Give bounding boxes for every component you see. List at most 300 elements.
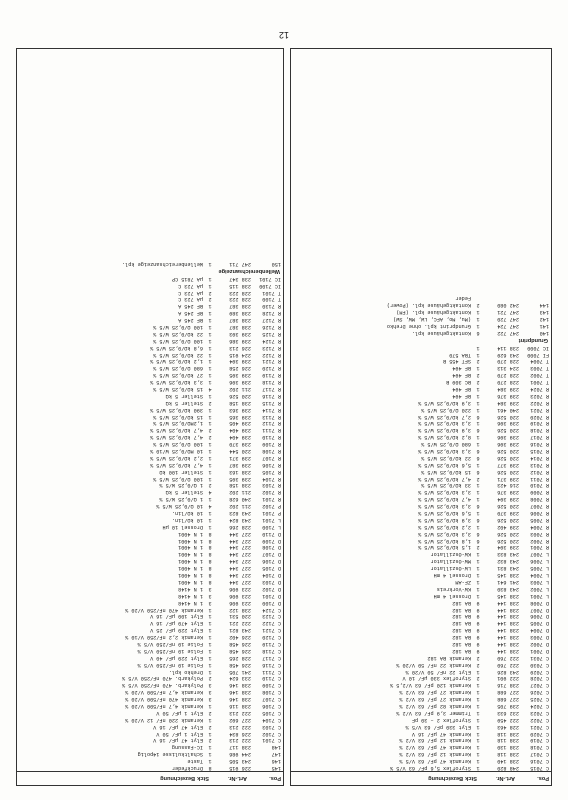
cell-pos: D 7108	[262, 544, 281, 551]
cell-stk: 8	[208, 558, 212, 565]
cell-pos: C 7109	[262, 682, 281, 689]
cell-pos: C 7119	[262, 640, 281, 647]
table-row	[17, 323, 283, 330]
table-row	[291, 688, 551, 695]
cell-pos: C 7105	[262, 709, 281, 716]
cell-stk: 1	[208, 620, 212, 627]
table-row	[291, 294, 551, 301]
cell-art: 220 526	[497, 503, 519, 510]
cell-art: 220 526	[497, 530, 519, 537]
table-row	[17, 344, 283, 351]
cell-stk: 1	[476, 399, 480, 406]
header-art: Art.-Nr.	[228, 775, 247, 782]
table-row	[17, 482, 283, 489]
cell-pos: R 7116	[262, 392, 281, 399]
table-row	[291, 585, 551, 592]
cell-pos: T 7002	[530, 372, 549, 379]
cell-desc: 3,3 kΩ/0,25 W/5 %	[418, 530, 471, 537]
cell-pos: C 7025	[530, 696, 549, 703]
cell-stk: 9	[476, 620, 480, 627]
table-row	[291, 461, 551, 468]
cell-art: 224 915	[229, 351, 251, 358]
cell-stk: 1	[208, 751, 212, 758]
cell-desc: 100 Ω/0,25 W/5 %	[153, 441, 203, 448]
cell-stk: 2	[476, 372, 480, 379]
cell-desc: 22 kΩ/0,25 W/5 %	[421, 454, 471, 461]
cell-art: 220 526	[497, 516, 519, 523]
cell-art: 223 906	[229, 599, 251, 606]
table-row	[291, 613, 551, 620]
cell-pos: C 7122	[262, 620, 281, 627]
cell-art: 222 901	[497, 675, 519, 682]
cell-pos: R 7018	[530, 427, 549, 434]
cell-pos: C 7104	[262, 716, 281, 723]
parts-list-right	[16, 48, 284, 786]
cell-pos: R 7115	[262, 399, 281, 406]
cell-art: 227 344	[229, 530, 251, 537]
table-row	[17, 495, 283, 502]
cell-desc: Keramik 47 pF/ 63 V/5 %	[399, 758, 471, 765]
table-row	[291, 709, 551, 716]
cell-pos: L 7005	[530, 565, 549, 572]
cell-art: 226 915	[229, 765, 251, 771]
cell-art: 226 258	[229, 365, 251, 372]
cell-art: 227 688	[497, 689, 519, 696]
cell-desc: 3,9 kΩ/0,25 W/5 %	[418, 427, 471, 434]
table-row	[291, 619, 551, 626]
cell-art: 227 344	[229, 572, 251, 579]
cell-stk: 1	[476, 489, 480, 496]
cell-desc: BF 494	[452, 365, 471, 372]
cell-art: 238 115	[229, 282, 251, 289]
cell-art: 228 223	[229, 289, 251, 296]
table-row	[17, 454, 283, 461]
cell-art: 211 202	[229, 503, 251, 510]
cell-art: 238 144	[497, 599, 519, 606]
cell-stk: 2	[208, 482, 212, 489]
cell-art: 239 404	[229, 434, 251, 441]
cell-pos: D 7106	[262, 558, 281, 565]
cell-desc: 10 MΩ/0,25 W/10 %	[150, 448, 203, 455]
cell-stk: 1	[208, 282, 212, 289]
cell-stk: 3	[208, 689, 212, 696]
cell-pos: R 7105	[262, 468, 281, 475]
cell-stk: 1	[208, 668, 212, 675]
table-row	[291, 364, 551, 371]
cell-pos: L 7002	[530, 585, 549, 592]
table-row	[291, 578, 551, 585]
cell-pos: T 7100	[262, 296, 281, 303]
cell-desc: Styroflex 2 – 30 pF	[411, 716, 471, 723]
cell-art: 239 395	[229, 475, 251, 482]
table-row	[291, 668, 551, 675]
cell-desc: Keramik 27 pF/ 63 V/2 %	[399, 689, 471, 696]
cell-stk	[473, 294, 483, 301]
cell-art: 239 396	[229, 379, 251, 386]
cell-desc: 1 N 4001	[178, 537, 203, 544]
cell-art: 226 458	[229, 661, 251, 668]
cell-stk: 2	[208, 723, 212, 730]
table-row	[17, 275, 283, 282]
cell-art: 243 824	[229, 516, 251, 523]
cell-art: 247 724	[497, 322, 519, 329]
cell-stk: 1	[476, 682, 480, 689]
cell-stk: 6	[476, 530, 480, 537]
table-row	[17, 447, 283, 454]
cell-desc: 1 N 4001	[178, 578, 203, 585]
cell-stk: 1	[476, 585, 480, 592]
cell-stk: 1	[208, 372, 212, 379]
cell-desc: 10 Ω/0,25 W/5 %	[156, 503, 203, 510]
cell-desc: Drossel 10 µH	[162, 523, 203, 530]
cell-art: 241 705	[229, 668, 251, 675]
cell-art: 238 144	[497, 634, 519, 641]
cell-pos: R 7017	[530, 434, 549, 441]
cell-pos: R 7128	[262, 310, 281, 317]
cell-stk: 3	[208, 599, 212, 606]
cell-art: 243 821	[229, 627, 251, 634]
cell-stk: 1	[476, 351, 480, 358]
table-row	[17, 702, 283, 709]
cell-desc: KW-Oszillator	[430, 551, 471, 558]
cell-desc: 100 Ω/0,25 W/5 %	[153, 337, 203, 344]
cell-pos: R 7113	[262, 413, 281, 420]
cell-stk: 1	[476, 386, 480, 393]
table-row	[291, 695, 551, 702]
cell-pos: D 7102	[262, 585, 281, 592]
cell-pos: R 7117	[262, 386, 281, 393]
cell-desc: 1,2MΩ/0,25 W/5 %	[153, 420, 203, 427]
cell-desc: 680 Ω/0,25 W/5 %	[153, 365, 203, 372]
cell-pos: C 7023	[530, 709, 549, 716]
cell-desc: BF 494	[452, 386, 471, 393]
table-row	[291, 308, 551, 315]
cell-pos: R 7130	[262, 303, 281, 310]
cell-stk: 1	[476, 523, 480, 530]
cell-stk: 1	[476, 578, 480, 585]
cell-desc: Elyt 47 µF/ 16 V	[153, 723, 203, 730]
cell-stk: 6	[476, 427, 480, 434]
cell-pos: L 7003	[530, 578, 549, 585]
table-row	[17, 551, 283, 558]
table-row	[17, 260, 283, 267]
cell-art: 228 270	[497, 379, 519, 386]
cell-art: 224 313	[497, 365, 519, 372]
cell-pos: T 7101	[262, 289, 281, 296]
cell-pos: 147	[271, 751, 281, 758]
cell-desc: 2,2 kΩ/0,25 W/5 %	[150, 454, 203, 461]
cell-stk: 1	[208, 358, 212, 365]
table-row	[291, 599, 551, 606]
cell-pos: D 7005	[530, 620, 549, 627]
cell-desc: Polykarb. 470 nF/250 V/5 %	[122, 675, 203, 682]
cell-art: 220 526	[497, 468, 519, 475]
cell-art: 220 526	[229, 392, 251, 399]
cell-stk: 1	[208, 744, 212, 751]
cell-stk: 1	[476, 406, 480, 413]
cell-pos: R 7010	[530, 482, 549, 489]
cell-art: 243 831	[497, 565, 519, 572]
cell-desc: 3,3 kΩ/0,25 W/5 %	[418, 448, 471, 455]
cell-desc: 5,6 kΩ/0,25 W/5 %	[418, 510, 471, 517]
cell-art: 228 266	[229, 523, 251, 530]
table-row	[291, 351, 551, 358]
cell-pos: R 7120	[262, 365, 281, 372]
cell-pos: R 7107	[262, 454, 281, 461]
cell-stk: 8	[208, 565, 212, 572]
cell-stk: 6	[476, 516, 480, 523]
cell-desc: (Mu, Mo, AFC, LW, MW, SW)	[393, 316, 471, 322]
cell-pos: R 7114	[262, 406, 281, 413]
cell-pos: R 7019	[530, 420, 549, 427]
cell-pos: 141	[539, 322, 549, 329]
cell-pos: C 7017	[530, 751, 549, 758]
cell-pos: R 7023	[530, 392, 549, 399]
cell-pos: D 7103	[262, 578, 281, 585]
cell-stk: 1	[476, 592, 480, 599]
cell-stk: 9	[476, 606, 480, 613]
cell-stk: 1	[208, 413, 212, 420]
table-row	[17, 426, 283, 433]
cell-art: 239 371	[229, 454, 251, 461]
cell-stk: 1	[476, 392, 480, 399]
cell-art: 238 114	[497, 344, 519, 351]
cell-pos: 150	[271, 260, 281, 267]
cell-pos: C 7101	[262, 737, 281, 744]
cell-stk: 9	[476, 634, 480, 641]
cell-desc: BA 182	[452, 627, 471, 634]
cell-art: 244 986	[229, 751, 251, 758]
cell-pos: R 7126	[262, 324, 281, 330]
cell-desc: Keramik 47 pF/ 63 V/2 %	[399, 744, 471, 751]
table-row	[17, 585, 283, 592]
cell-pos: C 7021	[530, 723, 549, 730]
cell-stk: 1	[208, 441, 212, 448]
cell-art: 239 384	[497, 399, 519, 406]
table-row	[291, 681, 551, 688]
cell-desc: 3,3 kΩ/0,25 W/5 %	[418, 420, 471, 427]
table-row	[291, 737, 551, 744]
cell-pos: R 7016	[530, 441, 549, 448]
table-row	[291, 730, 551, 737]
table-row	[291, 433, 551, 440]
cell-art: 227 344	[229, 537, 251, 544]
table-row	[291, 315, 551, 322]
cell-pos: IC 7101	[259, 275, 281, 282]
cell-stk: 1	[208, 461, 212, 468]
cell-stk: 1	[476, 565, 480, 572]
cell-pos: R 7021	[530, 406, 549, 413]
cell-desc: Keramik 4,7 nF/500 V/20 %	[125, 702, 203, 709]
cell-art: 228 463	[497, 723, 519, 730]
cell-desc: 8,2 kΩ/0,25 W/5 %	[418, 434, 471, 441]
cell-art: 243 833	[497, 551, 519, 558]
cell-pos: C 7116	[262, 661, 281, 668]
cell-pos: L 7006	[530, 558, 549, 565]
cell-pos: T 7004	[530, 358, 549, 365]
cell-desc: Elyt 22 nF/ 50 V/20 %	[405, 668, 471, 675]
cell-pos: C 7120	[262, 634, 281, 641]
table-row	[291, 475, 551, 482]
table-row	[17, 502, 283, 509]
cell-stk: 1	[476, 434, 480, 441]
cell-art: 238 116	[229, 702, 251, 709]
cell-stk: 1	[476, 461, 480, 468]
table-row	[291, 757, 551, 764]
cell-art: 238 118	[497, 737, 519, 744]
cell-pos: R 7125	[262, 330, 281, 337]
table-row	[291, 702, 551, 709]
cell-desc: Druckfeder	[171, 765, 203, 771]
cell-pos: R 7106	[262, 461, 281, 468]
cell-pos: R 7002	[530, 537, 549, 544]
cell-stk: 1	[476, 510, 480, 517]
cell-desc: BF 494	[452, 392, 471, 399]
cell-art: 233 624	[229, 675, 251, 682]
cell-art: 239 376	[497, 489, 519, 496]
cell-pos: 140	[539, 329, 549, 336]
cell-desc: BA 182	[452, 606, 471, 613]
table-row	[17, 413, 283, 420]
cell-pos: C 7124	[262, 606, 281, 613]
cell-art: 220 526	[497, 537, 519, 544]
cell-pos: C 7018	[530, 744, 549, 751]
cell-art: 222 213	[229, 737, 251, 744]
cell-stk: 8	[208, 544, 212, 551]
cell-desc: 1,8 kΩ/0,25 W/5 %	[418, 537, 471, 544]
cell-pos: R 7102	[262, 489, 281, 496]
table-row	[291, 523, 551, 530]
cell-desc: Trimmer 3,9 pF/ 63 V/2 %	[396, 709, 471, 716]
cell-stk: 9	[476, 599, 480, 606]
cell-pos: R 7001	[530, 544, 549, 551]
cell-pos	[519, 294, 551, 301]
table-row	[17, 750, 283, 757]
cell-art: 227 344	[229, 578, 251, 585]
cell-stk: 1	[208, 330, 212, 337]
cell-desc: Elyt 1 µF/ 50 V	[156, 709, 203, 716]
cell-desc: 5,6 kΩ/0,25 W/5 %	[418, 461, 471, 468]
cell-stk: 4	[208, 386, 212, 393]
cell-art: 238 118	[497, 730, 519, 737]
cell-desc: BA 182	[452, 599, 471, 606]
cell-art: 227 344	[229, 551, 251, 558]
cell-pos: C 7110	[262, 675, 281, 682]
cell-art: 223 906	[229, 592, 251, 599]
cell-art: 222 213	[229, 723, 251, 730]
cell-pos: T 7001	[530, 379, 549, 386]
cell-desc: 4,7 kΩ/0,25 W/5 %	[150, 427, 203, 434]
cell-art: 222 760	[497, 654, 519, 661]
cell-pos: C 7020	[530, 730, 549, 737]
cell-art: 238 122	[229, 606, 251, 613]
parts-list-left	[290, 48, 552, 786]
cell-pos: C 7118	[262, 647, 281, 654]
cell-stk: 1	[476, 737, 480, 744]
table-row	[17, 737, 283, 744]
cell-pos: 144	[539, 302, 549, 309]
table-rows	[291, 294, 551, 771]
cell-pos: 146	[271, 758, 281, 765]
table-row	[291, 440, 551, 447]
table-row	[17, 316, 283, 323]
cell-pos: D 7101	[262, 592, 281, 599]
cell-desc: BF 494	[452, 372, 471, 379]
cell-pos: C 7026	[530, 689, 549, 696]
cell-stk: 1	[208, 351, 212, 358]
cell-desc: 27 kΩ/0,25 W/5 %	[153, 372, 203, 379]
table-row	[291, 399, 551, 406]
table-row	[17, 571, 283, 578]
cell-stk: 1	[476, 765, 480, 771]
table-row	[17, 592, 283, 599]
cell-art: 226 458	[229, 640, 251, 647]
cell-stk: 1	[208, 475, 212, 482]
cell-art: 247 722	[497, 329, 519, 336]
cell-stk: 1	[208, 337, 212, 344]
cell-desc: Kontaktgehäuse kpl. (Power)	[386, 302, 471, 309]
cell-desc: MW-Oszillator	[430, 558, 471, 565]
cell-art: 238 163	[229, 468, 251, 475]
cell-art: 247 721	[497, 309, 519, 316]
table-row	[291, 640, 551, 647]
cell-desc: Elyt 220 µF/ 25 V	[150, 627, 203, 634]
cell-desc: SFT 455 B	[442, 358, 471, 365]
cell-pos: R 7003	[530, 530, 549, 537]
cell-art: 238 144	[497, 627, 519, 634]
cell-desc: TBA 570	[449, 351, 471, 358]
cell-art: 238 146	[229, 689, 251, 696]
cell-art: 240 461	[497, 406, 519, 413]
cell-pos: C 7022	[530, 716, 549, 723]
cell-stk: 1	[208, 516, 212, 523]
cell-art: 239 395	[229, 372, 251, 379]
cell-stk: 1	[208, 627, 212, 634]
table-row	[17, 647, 283, 654]
cell-art: 228 223	[229, 296, 251, 303]
cell-stk: 6	[476, 329, 480, 336]
table-row	[17, 309, 283, 316]
cell-art: 239 377	[497, 461, 519, 468]
cell-desc: 1 Ω/0,25 W/5 %	[159, 482, 203, 489]
cell-desc: Drossel 4 mH	[433, 572, 471, 579]
cell-stk: 9	[476, 627, 480, 634]
cell-stk: 1	[208, 716, 212, 723]
table-row	[17, 640, 283, 647]
cell-stk: 9	[476, 613, 480, 620]
table-row	[17, 282, 283, 289]
cell-stk: 1	[476, 551, 480, 558]
cell-desc: BA 182	[452, 640, 471, 647]
cell-pos: T 7003	[530, 365, 549, 372]
table-row	[17, 537, 283, 544]
cell-pos: 142	[539, 316, 549, 322]
table-row	[291, 551, 551, 558]
section-heading: Grundprint	[518, 336, 548, 343]
cell-pos: R 7101	[262, 496, 281, 503]
table-row	[291, 633, 551, 640]
table-row	[17, 523, 283, 530]
cell-stk: 1	[476, 420, 480, 427]
cell-desc: µA 723 C	[178, 289, 203, 296]
table-row	[17, 420, 283, 427]
cell-stk: 2	[208, 399, 212, 406]
cell-art: 243 832	[497, 558, 519, 565]
cell-pos: R 7103	[262, 482, 281, 489]
cell-art: 226 834	[229, 730, 251, 737]
cell-art: 211 202	[229, 489, 251, 496]
cell-desc: Feder	[455, 295, 471, 302]
